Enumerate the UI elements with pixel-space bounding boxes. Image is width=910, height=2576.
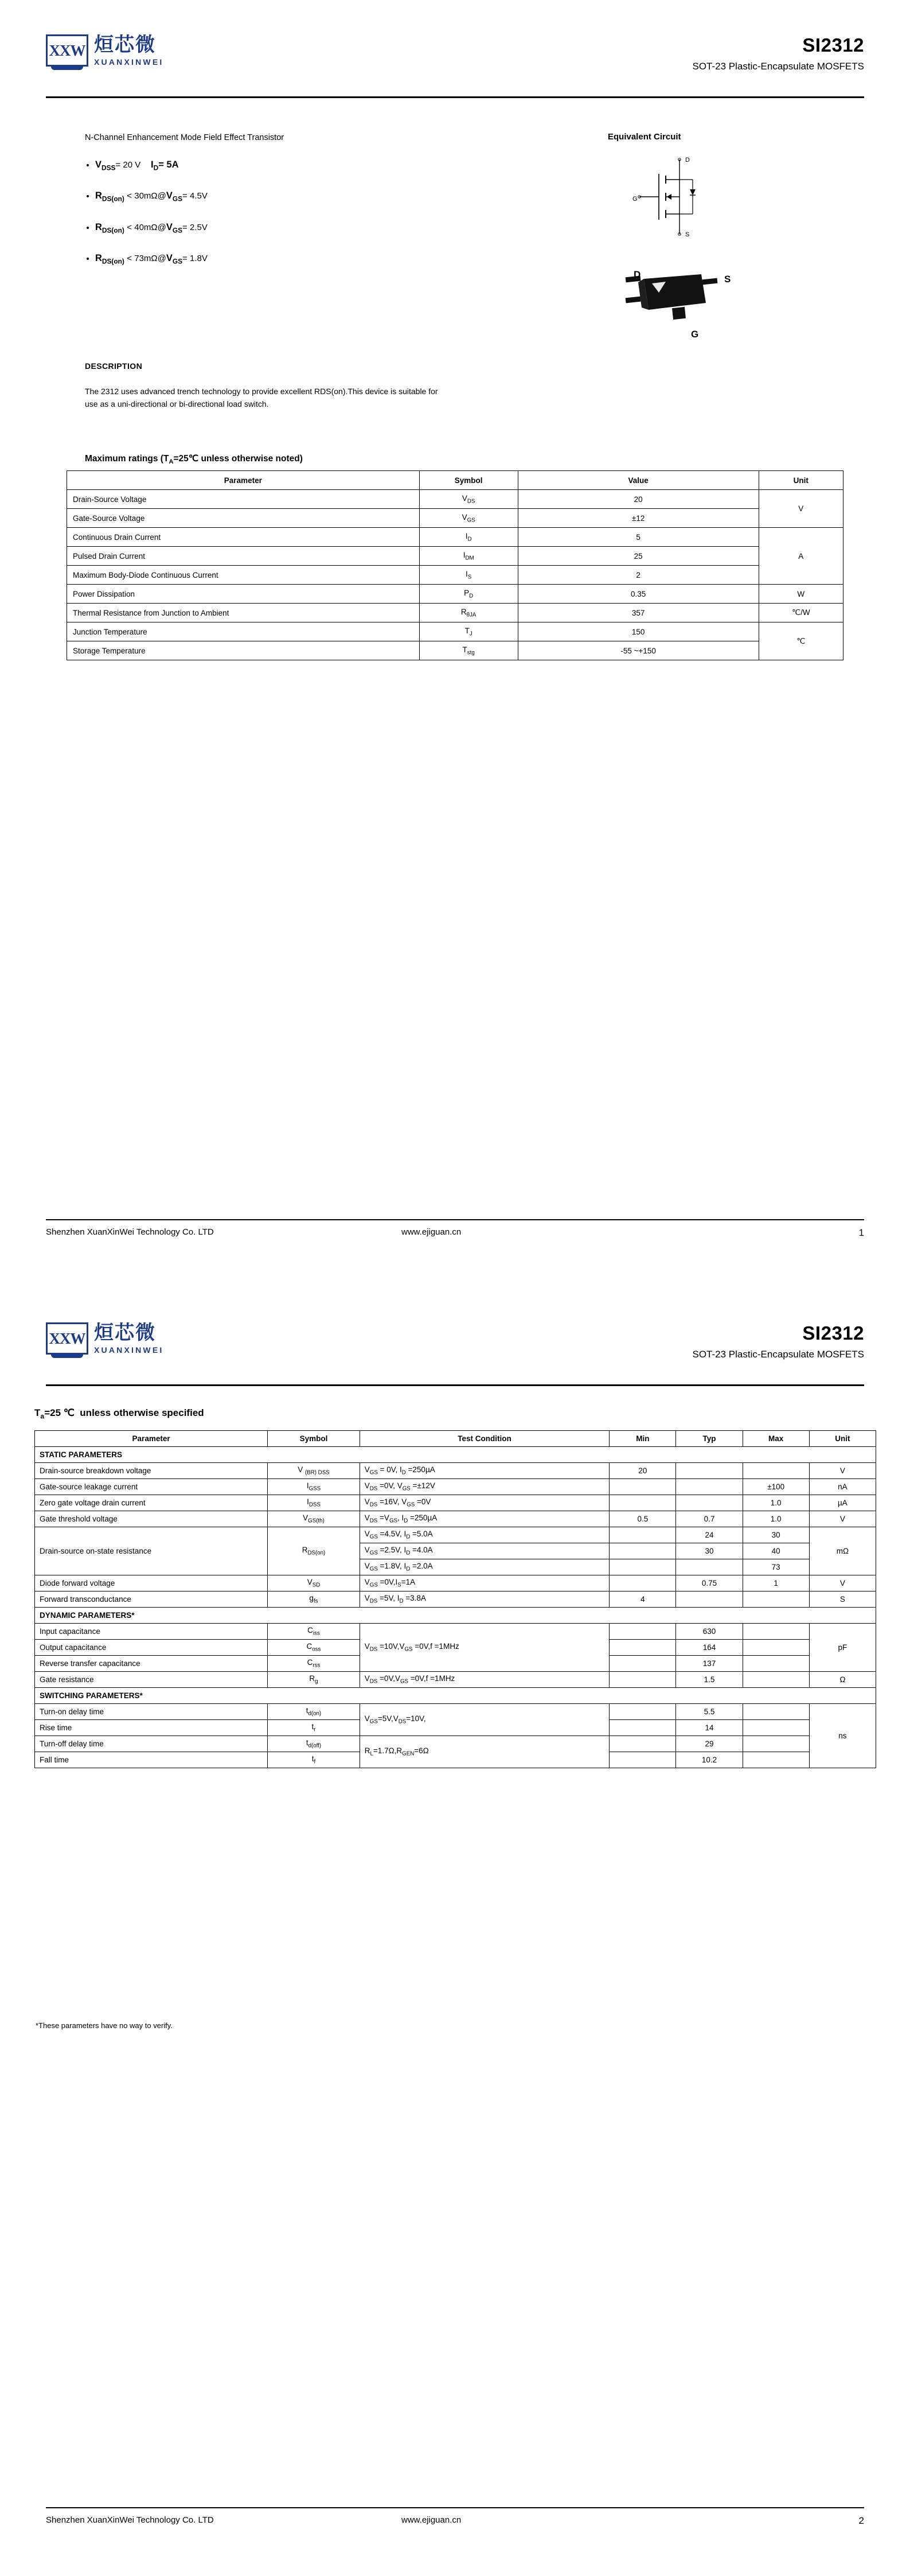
cell-typ: 164 — [676, 1640, 743, 1656]
page-footer — [46, 1227, 864, 1243]
page-header — [46, 34, 864, 87]
cell-unit: V — [759, 490, 843, 528]
section-title: SWITCHING PARAMETERS* — [35, 1688, 876, 1704]
cell-typ — [676, 1495, 743, 1511]
table-row — [35, 1575, 876, 1591]
cell-parameter: Rise time — [35, 1720, 268, 1736]
cell-unit: µA — [809, 1495, 876, 1511]
cell-value: 20 — [518, 490, 759, 509]
cell-condition: $V_{GS} =4.5V$, $I_D =5.0A$ — [360, 1527, 610, 1543]
cell-symbol: $I_S$ — [419, 566, 518, 585]
cell-max: 1.0 — [743, 1495, 809, 1511]
th-test-condition: Test Condition — [360, 1431, 610, 1447]
table-row — [67, 490, 843, 509]
cell-unit: mΩ — [809, 1527, 876, 1575]
cell-value: 357 — [518, 604, 759, 622]
cell-max: 1 — [743, 1575, 809, 1591]
cell-min — [610, 1704, 676, 1720]
cell-symbol: $T_{stg}$ — [419, 641, 518, 660]
feature-bullets — [85, 159, 462, 284]
cell-symbol: $R_{DS(on)}$ — [268, 1527, 360, 1575]
cell-unit: V — [809, 1575, 876, 1591]
cell-unit: ℃ — [759, 622, 843, 660]
cell-max — [743, 1720, 809, 1736]
cell-symbol: $t_f$ — [268, 1752, 360, 1768]
package-label-d: D — [634, 269, 641, 280]
package-outline-image — [605, 257, 743, 344]
table-row — [35, 1624, 876, 1640]
list-item: • $R_{DS(on)}$ < $30m\Omega@V_{GS}= 4.5V$ — [95, 190, 462, 203]
cell-max: ±100 — [743, 1479, 809, 1495]
th-value: Value — [518, 471, 759, 490]
cell-symbol: $C_{oss}$ — [268, 1640, 360, 1656]
cell-typ: 5.5 — [676, 1704, 743, 1720]
cell-parameter: Output capacitance — [35, 1640, 268, 1656]
cell-parameter: Reverse transfer capacitance — [35, 1656, 268, 1672]
table-row — [67, 604, 843, 622]
cell-condition: $R_L=1.7\Omega,R_{GEN}=6\Omega$ — [360, 1736, 610, 1768]
cell-typ — [676, 1479, 743, 1495]
equivalent-circuit-schematic — [616, 154, 737, 240]
logo-mark-icon — [46, 34, 88, 67]
section-header-row — [35, 1688, 876, 1704]
list-item: • $R_{DS(on)}$ < $40m\Omega@V_{GS}= 2.5V$ — [95, 222, 462, 234]
cell-symbol: $P_D$ — [419, 585, 518, 604]
cell-symbol: V $_{(BR) DSS}$ — [268, 1463, 360, 1479]
cell-min — [610, 1656, 676, 1672]
svg-text:G: G — [632, 196, 638, 203]
logo-mark-text: XXW — [49, 41, 85, 59]
th-typ: Typ — [676, 1431, 743, 1447]
cell-condition: $V_{GS} =2.5V$, $I_D =4.0A$ — [360, 1543, 610, 1559]
cell-symbol: $C_{iss}$ — [268, 1624, 360, 1640]
cell-min — [610, 1640, 676, 1656]
th-symbol: Symbol — [268, 1431, 360, 1447]
company-logo — [46, 1322, 163, 1355]
cell-parameter: Continuous Drain Current — [67, 528, 420, 547]
cell-parameter: Forward transconductance — [35, 1591, 268, 1608]
section-title: DYNAMIC PARAMETERS* — [35, 1608, 876, 1624]
section-header-row — [35, 1608, 876, 1624]
intro-text: N-Channel Enhancement Mode Field Effect Transistor — [85, 133, 284, 142]
cell-parameter: Power Dissipation — [67, 585, 420, 604]
cell-parameter: Diode forward voltage — [35, 1575, 268, 1591]
cell-typ: 0.75 — [676, 1575, 743, 1591]
cell-min — [610, 1543, 676, 1559]
cell-min — [610, 1720, 676, 1736]
cell-condition: $V_{DS} =0V$, $V_{GS} =\pm 12V$ — [360, 1479, 610, 1495]
footer-website[interactable]: www.ejiguan.cn — [401, 2515, 462, 2525]
cell-unit: Ω — [809, 1672, 876, 1688]
cell-unit: A — [759, 528, 843, 585]
cell-parameter: Pulsed Drain Current — [67, 547, 420, 566]
footer-divider — [46, 1219, 864, 1220]
cell-value: 5 — [518, 528, 759, 547]
cell-min — [610, 1672, 676, 1688]
cell-unit: W — [759, 585, 843, 604]
cell-value: 2 — [518, 566, 759, 585]
cell-unit: ns — [809, 1704, 876, 1768]
cell-unit: S — [809, 1591, 876, 1608]
cell-typ: 24 — [676, 1527, 743, 1543]
cell-symbol: $C_{rss}$ — [268, 1656, 360, 1672]
table-row — [67, 585, 843, 604]
cell-parameter: Drain-source breakdown voltage — [35, 1463, 268, 1479]
footer-page-number: 1 — [858, 1227, 864, 1238]
cell-parameter: Gate-source leakage current — [35, 1479, 268, 1495]
cell-min — [610, 1495, 676, 1511]
table-row — [35, 1704, 876, 1720]
cell-condition: $V_{DS} =5V$, $I_D =3.8A$ — [360, 1591, 610, 1608]
cell-typ — [676, 1463, 743, 1479]
cell-max — [743, 1656, 809, 1672]
cell-min: 0.5 — [610, 1511, 676, 1527]
cell-unit: ℃/W — [759, 604, 843, 622]
table-row — [35, 1479, 876, 1495]
cell-max — [743, 1463, 809, 1479]
cell-max: 73 — [743, 1559, 809, 1575]
cell-parameter: Thermal Resistance from Junction to Ambient — [67, 604, 420, 622]
cell-symbol: $V_{DS}$ — [419, 490, 518, 509]
cell-min — [610, 1752, 676, 1768]
footer-company: Shenzhen XuanXinWei Technology Co. LTD — [46, 2515, 214, 2525]
cell-min — [610, 1559, 676, 1575]
th-unit: Unit — [809, 1431, 876, 1447]
cell-value: ±12 — [518, 509, 759, 528]
package-label-s: S — [724, 274, 731, 285]
package-label-g: G — [691, 329, 699, 340]
table-row — [35, 1736, 876, 1752]
th-unit: Unit — [759, 471, 843, 490]
table-row — [67, 641, 843, 660]
cell-condition: $V_{DS} =V_{GS}$, $I_D =250\mu A$ — [360, 1511, 610, 1527]
cell-parameter: Fall time — [35, 1752, 268, 1768]
cell-max: 30 — [743, 1527, 809, 1543]
cell-symbol: $V_{GS}$ — [419, 509, 518, 528]
table-row — [35, 1591, 876, 1608]
header-divider — [46, 96, 864, 98]
cell-parameter: Gate-Source Voltage — [67, 509, 420, 528]
cell-min — [610, 1575, 676, 1591]
cell-min: 4 — [610, 1591, 676, 1608]
part-number: SI2312 — [802, 1322, 864, 1344]
cell-value: 25 — [518, 547, 759, 566]
cell-symbol: $V_{GS(th)}$ — [268, 1511, 360, 1527]
cell-parameter: Drain-Source Voltage — [67, 490, 420, 509]
cell-min — [610, 1624, 676, 1640]
cell-value: 150 — [518, 622, 759, 641]
cell-condition: $V_{DS} =10V,V_{GS} =0V,f =1MHz$ — [360, 1624, 610, 1672]
header-part-info — [693, 1322, 865, 1360]
cell-condition: $V_{GS} =1.8V$, $I_D =2.0A$ — [360, 1559, 610, 1575]
cell-max — [743, 1591, 809, 1608]
cell-typ: 137 — [676, 1656, 743, 1672]
cell-unit: V — [809, 1511, 876, 1527]
section-title: STATIC PARAMETERS — [35, 1447, 876, 1463]
logo-english-name: XUANXINWEI — [94, 1345, 164, 1355]
cell-parameter: Input capacitance — [35, 1624, 268, 1640]
description-title: DESCRIPTION — [85, 361, 143, 371]
cell-condition: $V_{GS} = 0V$, $I_D =250\mu A$ — [360, 1463, 610, 1479]
table-row — [67, 566, 843, 585]
cell-typ: 29 — [676, 1736, 743, 1752]
logo-mark-icon — [46, 1322, 88, 1355]
company-logo — [46, 34, 163, 67]
table-row — [35, 1527, 876, 1543]
cell-max — [743, 1704, 809, 1720]
cell-value: 0.35 — [518, 585, 759, 604]
th-parameter: Parameter — [67, 471, 420, 490]
electrical-conditions-title: $T_a=25$ ℃ unless otherwise specified — [34, 1407, 204, 1421]
cell-parameter: Drain-source on-state resistance — [35, 1527, 268, 1575]
table-header-row — [35, 1431, 876, 1447]
cell-typ: 1.5 — [676, 1672, 743, 1688]
cell-symbol: $R_g$ — [268, 1672, 360, 1688]
table-row — [35, 1511, 876, 1527]
table-footnote: *These parameters have no way to verify. — [36, 2021, 173, 2030]
th-symbol: Symbol — [419, 471, 518, 490]
cell-symbol: $I_{DSS}$ — [268, 1495, 360, 1511]
cell-parameter: Turn-off delay time — [35, 1736, 268, 1752]
logo-wordmark — [94, 1324, 163, 1354]
page-header — [46, 1322, 864, 1375]
cell-parameter: Gate threshold voltage — [35, 1511, 268, 1527]
cell-max — [743, 1736, 809, 1752]
cell-max — [743, 1752, 809, 1768]
footer-company: Shenzhen XuanXinWei Technology Co. LTD — [46, 1227, 214, 1237]
package-description: SOT-23 Plastic-Encapsulate MOSFETS — [692, 1349, 864, 1360]
cell-parameter: Zero gate voltage drain current — [35, 1495, 268, 1511]
footer-page-number: 2 — [858, 2515, 864, 2526]
max-ratings-table — [67, 470, 843, 660]
cell-symbol: $V_{SD}$ — [268, 1575, 360, 1591]
cell-symbol: $I_{DM}$ — [419, 547, 518, 566]
cell-symbol: $R_{\theta JA}$ — [419, 604, 518, 622]
svg-text:D: D — [685, 157, 690, 164]
package-description: SOT-23 Plastic-Encapsulate MOSFETS — [692, 61, 864, 72]
cell-max: 1.0 — [743, 1511, 809, 1527]
cell-parameter: Storage Temperature — [67, 641, 420, 660]
cell-symbol: $t_r$ — [268, 1720, 360, 1736]
cell-condition: $V_{DS} =0V,V_{GS} =0V,f =1MHz$ — [360, 1672, 610, 1688]
cell-typ: 0.7 — [676, 1511, 743, 1527]
cell-symbol: $g_{fs}$ — [268, 1591, 360, 1608]
cell-symbol: $I_{GSS}$ — [268, 1479, 360, 1495]
electrical-characteristics-table — [34, 1430, 876, 1768]
datasheet-page-2 — [0, 1288, 910, 2576]
cell-symbol: $T_J$ — [419, 622, 518, 641]
footer-divider — [46, 2507, 864, 2508]
cell-min — [610, 1527, 676, 1543]
table-header-row — [67, 471, 843, 490]
logo-wordmark — [94, 36, 163, 66]
th-min: Min — [610, 1431, 676, 1447]
table-row — [67, 509, 843, 528]
table-row — [35, 1495, 876, 1511]
table-row — [35, 1463, 876, 1479]
description-body: The 2312 uses advanced trench technology to provide excellent RDS(on).This device is suitable for use as a uni-directional or bi-directional load switch. — [85, 387, 438, 408]
logo-chinese-name: 烜芯微 — [94, 34, 156, 56]
cell-max — [743, 1624, 809, 1640]
header-part-info — [693, 34, 865, 72]
header-divider — [46, 1384, 864, 1386]
footer-website[interactable]: www.ejiguan.cn — [401, 1227, 462, 1237]
cell-min: 20 — [610, 1463, 676, 1479]
page-footer — [46, 2515, 864, 2531]
svg-text:S: S — [685, 231, 690, 238]
cell-parameter: Maximum Body-Diode Continuous Current — [67, 566, 420, 585]
cell-condition: $V_{GS}=5V,V_{DS}=10V$, — [360, 1704, 610, 1736]
equivalent-circuit-title: Equivalent Circuit — [608, 132, 681, 142]
part-number: SI2312 — [802, 34, 864, 56]
table-row — [67, 622, 843, 641]
cell-typ — [676, 1559, 743, 1575]
logo-chinese-name: 烜芯微 — [94, 1322, 156, 1344]
cell-max — [743, 1672, 809, 1688]
cell-symbol: $t_{d(on)}$ — [268, 1704, 360, 1720]
cell-max — [743, 1640, 809, 1656]
cell-parameter: Turn-on delay time — [35, 1704, 268, 1720]
max-ratings-title: Maximum ratings ($T_A=25℃$ unless otherwise noted) — [85, 454, 303, 466]
th-parameter: Parameter — [35, 1431, 268, 1447]
cell-unit: pF — [809, 1624, 876, 1672]
cell-parameter: Junction Temperature — [67, 622, 420, 641]
cell-parameter: Gate resistance — [35, 1672, 268, 1688]
cell-typ: 630 — [676, 1624, 743, 1640]
section-header-row — [35, 1447, 876, 1463]
list-item: • $V_{DSS}= 20$ V $I_D= 5A$ — [95, 159, 462, 172]
cell-max: 40 — [743, 1543, 809, 1559]
cell-min — [610, 1736, 676, 1752]
cell-symbol: $I_D$ — [419, 528, 518, 547]
table-row — [67, 528, 843, 547]
table-row — [35, 1672, 876, 1688]
cell-min — [610, 1479, 676, 1495]
cell-unit: nA — [809, 1479, 876, 1495]
cell-condition: $V_{GS} =0V,I_S=1A$ — [360, 1575, 610, 1591]
cell-unit: V — [809, 1463, 876, 1479]
cell-condition: $V_{DS} =16V$, $V_{GS} =0V$ — [360, 1495, 610, 1511]
th-max: Max — [743, 1431, 809, 1447]
cell-value: -55 ~+150 — [518, 641, 759, 660]
list-item: • $R_{DS(on)}$ < $73m\Omega@V_{GS}= 1.8V$ — [95, 253, 462, 265]
cell-typ: 10.2 — [676, 1752, 743, 1768]
cell-typ: 30 — [676, 1543, 743, 1559]
cell-typ — [676, 1591, 743, 1608]
table-row — [67, 547, 843, 566]
cell-symbol: $t_{d(off)}$ — [268, 1736, 360, 1752]
logo-mark-text: XXW — [49, 1329, 85, 1347]
cell-typ: 14 — [676, 1720, 743, 1736]
logo-english-name: XUANXINWEI — [94, 57, 164, 67]
